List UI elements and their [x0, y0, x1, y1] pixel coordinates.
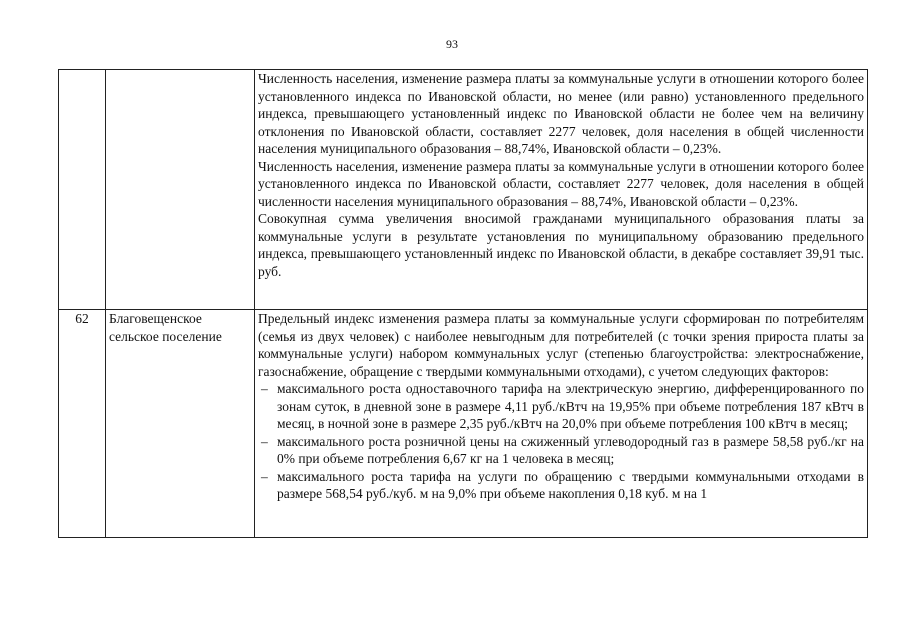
intro-paragraph: Предельный индекс изменения размера платы за коммунальные услуги сформирован по потребителям (семья из двух человек) с наиболее невыгодным для потребителей (с точки зрения прироста платы за коммунальные услуги) набором коммунальных услуг (степенью благоустройства: электроснабжение, газоснабжение, обращение с твердыми коммунальными отходами), с учетом следующих факторов:: [258, 311, 864, 379]
bullet-item: [258, 468, 864, 503]
table-row: [59, 310, 868, 538]
row-number-cell: [59, 70, 106, 310]
bullet-text: максимального роста тарифа на услуги по обращению с твердыми коммунальными отходами в размере 568,54 руб./куб. м на 9,0% при объеме накопления 0,18 куб. м на 1: [277, 468, 864, 501]
bullet-item: [258, 433, 864, 468]
paragraph: Численность населения, изменение размера платы за коммунальные услуги в отношении которого более установленного индекса по Ивановской области, но менее (или равно) установленного предельного индекса, превышающего установленный индекс по Ивановской области не более чем на величину отклонения по Ивановской области, составляет 2277 человек, доля населения в общей численности населения муниципального образования – 88,74%, Ивановской области – 0,23%.: [258, 71, 864, 156]
bullet-text: максимального роста одноставочного тарифа на электрическую энергию, дифференцированного по зонам суток, в дневной зоне в размере 4,11 руб./кВтч на 19,95% при объеме потребления 187 кВтч в месяц, в ночной зоне в размере 2,35 руб./кВтч на 20,0% при объеме потребления 100 кВтч в месяц;: [277, 381, 864, 431]
document-table: [58, 69, 868, 538]
dash-marker: –: [261, 468, 268, 484]
dash-marker: –: [261, 433, 268, 449]
table-row: [59, 70, 868, 310]
municipality-name-cell: Благовещенское сельское поселение: [106, 310, 255, 538]
description-cell: [255, 70, 868, 310]
paragraph: Совокупная сумма увеличения вносимой гражданами муниципального образования платы за коммунальные услуги в результате установления по муниципальному образованию предельного индекса, превышающего установленный индекс по Ивановской области, в декабре составляет 39,91 тыс. руб.: [258, 211, 864, 279]
bullet-text: максимального роста розничной цены на сжиженный углеводородный газ в размере 58,58 руб./кг на 0% при объеме потребления 6,67 кг на 1 человека в месяц;: [277, 433, 864, 466]
page-number: 93: [446, 37, 458, 51]
row-number-cell: 62: [59, 310, 106, 538]
description-cell: [255, 310, 868, 538]
paragraph: Численность населения, изменение размера платы за коммунальные услуги в отношении которого более установленного индекса по Ивановской области, составляет 2277 человек, доля населения в общей численности населения муниципального образования – 88,74%, Ивановской области – 0,23%.: [258, 158, 864, 209]
bullet-item: [258, 380, 864, 433]
dash-marker: –: [261, 381, 268, 396]
municipality-name-cell: [106, 70, 255, 310]
